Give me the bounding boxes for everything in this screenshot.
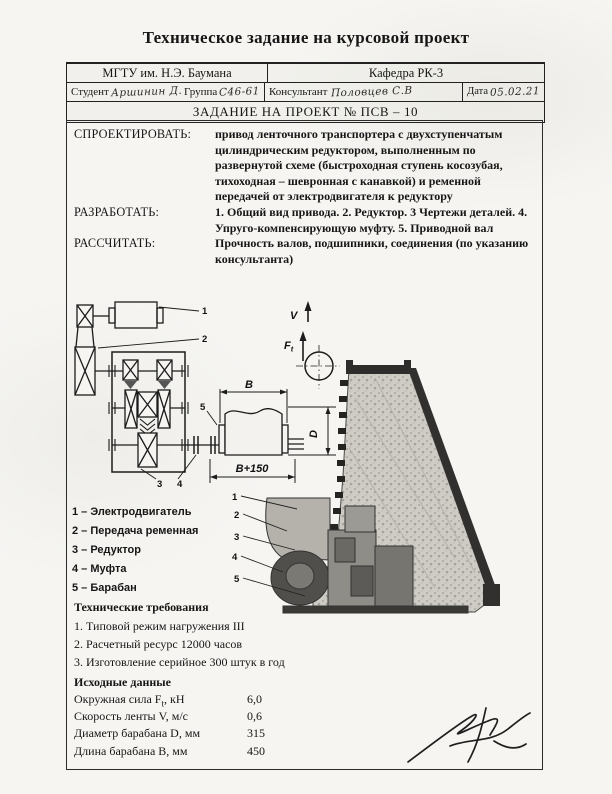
drive-drum: [375, 546, 413, 608]
photo-callout-5: 5: [234, 574, 240, 585]
tech-requirements-heading: Технические требования: [74, 600, 209, 614]
legend-item-drum: 5 – Барабан: [72, 582, 137, 594]
section-design-text: привод ленточного транспортера с двухступенчатым цилиндрическим редуктором, выполненным по развернутой схеме (быстроходная ступень косозубая, тихоходная – шевронная с канавкой) и ременной передачей от электродвигателя к редуктору: [215, 127, 503, 204]
scheme-callout-3: 3: [157, 479, 163, 490]
legend-item-coupling: 4 – Муфта: [72, 563, 127, 575]
date-label: Дата: [467, 86, 489, 97]
header-row-2: [67, 83, 544, 102]
group-label: Группа: [184, 86, 218, 98]
university-name: МГТУ им. Н.Э. Баумана: [67, 64, 268, 82]
base-frame: [283, 606, 468, 613]
belt-drive-symbol: [75, 305, 95, 395]
scheme-callout-4: 4: [177, 479, 183, 490]
data-row-diameter: [74, 725, 374, 742]
header-row-1: [67, 64, 544, 83]
second-stage-gears: [125, 390, 170, 435]
velocity-label: V: [290, 310, 298, 322]
param-force: Окружная сила F: [74, 692, 162, 706]
force-label: $F_t$: [284, 340, 294, 354]
document-title: Техническое задание на курсовой проект: [142, 28, 470, 47]
date-handwritten-value: 05.02.21: [489, 85, 541, 99]
dim-b-plus-label: B+150: [235, 463, 269, 475]
photo-callout-3: 3: [234, 532, 240, 543]
tech-requirement-2: 2. Расчетный ресурс 12000 часов: [74, 637, 243, 651]
first-stage-gears: [123, 360, 172, 389]
section-design-label: СПРОЕКТИРОВАТЬ:: [74, 127, 192, 141]
param-length: Длина барабана B, мм: [74, 743, 188, 758]
scheme-callout-5: 5: [200, 402, 206, 413]
scheme-callout-2: 2: [202, 334, 208, 345]
photo-callout-1: 1: [232, 492, 238, 503]
section-develop-label: РАЗРАБОТАТЬ:: [74, 204, 160, 219]
section-develop: [74, 205, 538, 236]
initial-data-heading: Исходные данные: [74, 675, 171, 689]
param-speed: Скорость ленты V, м/с: [74, 709, 188, 724]
consultant-handwritten-value: Половцев С.В: [330, 84, 413, 100]
value-diameter: 315: [247, 726, 265, 741]
section-design: [74, 127, 538, 205]
data-row-force: [74, 691, 374, 708]
photo-callout-2: 2: [234, 510, 240, 521]
student-group-cell: [67, 83, 265, 101]
initial-data: [74, 674, 374, 760]
data-row-length: [74, 743, 374, 760]
section-calculate: [74, 236, 538, 267]
legend-item-gearbox: 3 – Редуктор: [72, 544, 141, 556]
dim-b-label: B: [245, 379, 253, 391]
student-handwritten-value: Аршинин Д.: [110, 84, 183, 100]
assignment-title: ЗАДАНИЕ НА ПРОЕКТ № ПСВ – 10: [192, 104, 419, 119]
scheme-callout-1: 1: [202, 306, 208, 317]
task-sections: [74, 127, 538, 267]
data-row-speed: [74, 708, 374, 725]
section-develop-text: 1. Общий вид привода. 2. Редуктор. 3 Чертежи деталей. 4. Упруго-компенсирующую муфту. 5. Приводной вал: [215, 204, 528, 235]
photo-callout-4: 4: [232, 552, 238, 563]
tech-requirement-3: 3. Изготовление серийное 300 штук в год: [74, 655, 285, 669]
value-speed: 0,6: [247, 709, 262, 724]
handwritten-signature: [398, 686, 543, 781]
param-force-sub: t: [161, 698, 164, 709]
head-end-frame: [346, 360, 411, 374]
legend-item-motor: 1 – Электродвигатель: [72, 506, 192, 518]
student-label: Студент: [71, 86, 109, 98]
param-force-unit: , кН: [164, 692, 185, 706]
department-name: Кафедра РК-3: [368, 66, 444, 80]
electric-motor-symbol: [93, 302, 163, 328]
date-cell: [463, 83, 544, 101]
tech-requirement-1: 1. Типовой режим нагружения III: [74, 619, 245, 633]
legend-item-belt: 2 – Передача ременная: [72, 525, 199, 537]
header-table: [66, 62, 545, 123]
technical-requirements: [74, 598, 285, 671]
section-calculate-label: РАССЧИТАТЬ:: [74, 236, 156, 251]
conveyor-photo: [225, 358, 545, 618]
component-legend: [72, 503, 198, 598]
dim-d-label: D: [308, 430, 320, 438]
section-calculate-text: Прочность валов, подшипники, соединения (по указанию консультанта): [215, 236, 529, 266]
header-row-3: [67, 102, 544, 122]
group-handwritten-value: С46-61: [219, 85, 261, 99]
value-force: 6,0: [247, 692, 262, 706]
output-gear: [138, 433, 157, 467]
param-diameter: Диаметр барабана D, мм: [74, 726, 201, 741]
value-length: 450: [247, 743, 265, 758]
tail-bracket: [483, 584, 500, 606]
consultant-cell: [265, 83, 463, 101]
consultant-label: Консультант: [268, 86, 328, 98]
